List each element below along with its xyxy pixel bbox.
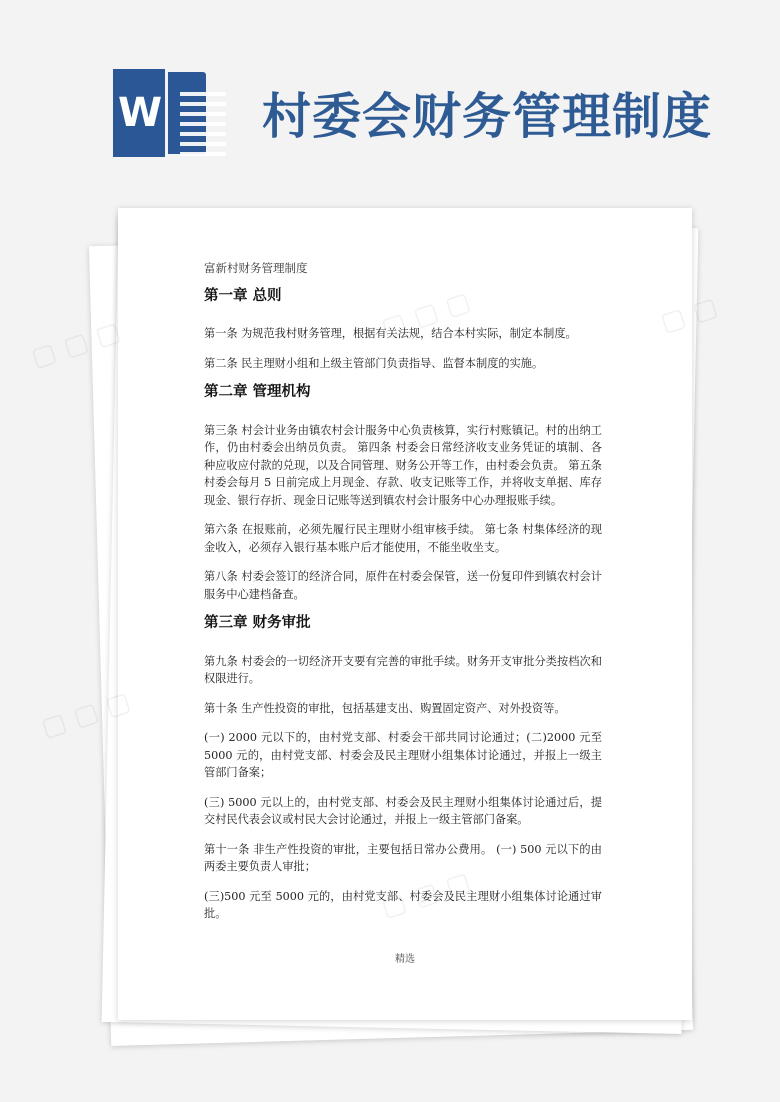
- article-paragraph: 第六条 在报账前，必须先履行民主理财小组审核手续。 第七条 村集体经济的现金收入，必须存入银行基本账户后才能使用，不能坐收坐支。: [204, 523, 602, 554]
- article-paragraph: 第八条 村委会签订的经济合同，原件在村委会保管，送一份复印件到镇农村会计服务中心建档备查。: [204, 570, 602, 601]
- chapter-heading: 第三章 财务审批: [204, 615, 311, 631]
- article-paragraph: 第一条 为规范我村财务管理，根据有关法规，结合本村实际，制定本制度。: [204, 327, 577, 340]
- chapter-heading: 第一章 总则: [204, 287, 282, 304]
- word-icon-lines: [180, 92, 226, 162]
- document-content: [204, 260, 602, 935]
- article-paragraph: (一) 2000 元以下的，由村党支部、村委会干部共同讨论通过；(二)2000 元至 5000 元的，由村党支部、村委会及民主理财小组集体讨论通过，并报上一级主管部门备案；: [204, 731, 602, 779]
- article-paragraph: 第二条 民主理财小组和上级主管部门负责指导、监督本制度的实施。: [204, 356, 544, 370]
- article-paragraph: 第十一条 非生产性投资的审批，主要包括日常办公费用。 (一) 500 元以下的由两委主要负责人审批；: [204, 842, 602, 873]
- article-paragraph: (三) 5000 元以上的，由村党支部、村委会及民主理财小组集体讨论通过后，提交村民代表会议或村民大会讨论通过，并报上一级主管部门备案。: [204, 795, 602, 826]
- word-icon-letter: W: [117, 90, 161, 136]
- banner-title: 村委会财务管理制度: [262, 88, 713, 145]
- header-banner: [0, 0, 780, 195]
- chapter-heading: 第二章 管理机构: [204, 384, 311, 400]
- article-paragraph: 第三条 村会计业务由镇农村会计服务中心负责核算，实行村账镇记。村的出纳工作，仍由村委会出纳员负责。 第四条 村委会日常经济收支业务凭证的填制、各种应收应付款的兑现，以及合同管理、财务公开等工作，由村委会负责。 第五条 村委会每月 5 日前完成上月现金、存款、收支记账等工作，并将收支单据、库存现金、银行存折、现金日记账等送到镇农村会计服务中心办理报账手续。: [204, 423, 602, 507]
- watermark: ▢ ▢ ▢: [27, 316, 125, 374]
- watermark: ▢ ▢ ▢: [37, 686, 135, 744]
- document-title: 富新村财务管理制度: [204, 261, 308, 275]
- article-paragraph: 第十条 生产性投资的审批，包括基建支出、购置固定资产、对外投资等。: [204, 701, 566, 715]
- watermark: ▢: [688, 291, 722, 328]
- document-page: [118, 208, 692, 1020]
- word-document-icon: [110, 66, 210, 160]
- article-paragraph: 第九条 村委会的一切经济开支要有完善的审批手续。财务开支审批分类按档次和权限进行。: [204, 654, 602, 685]
- article-paragraph: (三)500 元至 5000 元的，由村党支部、村委会及民主理财小组集体讨论通过审批。: [204, 889, 602, 920]
- word-icon-tile: [110, 66, 168, 160]
- page-footer: 精选: [395, 954, 415, 965]
